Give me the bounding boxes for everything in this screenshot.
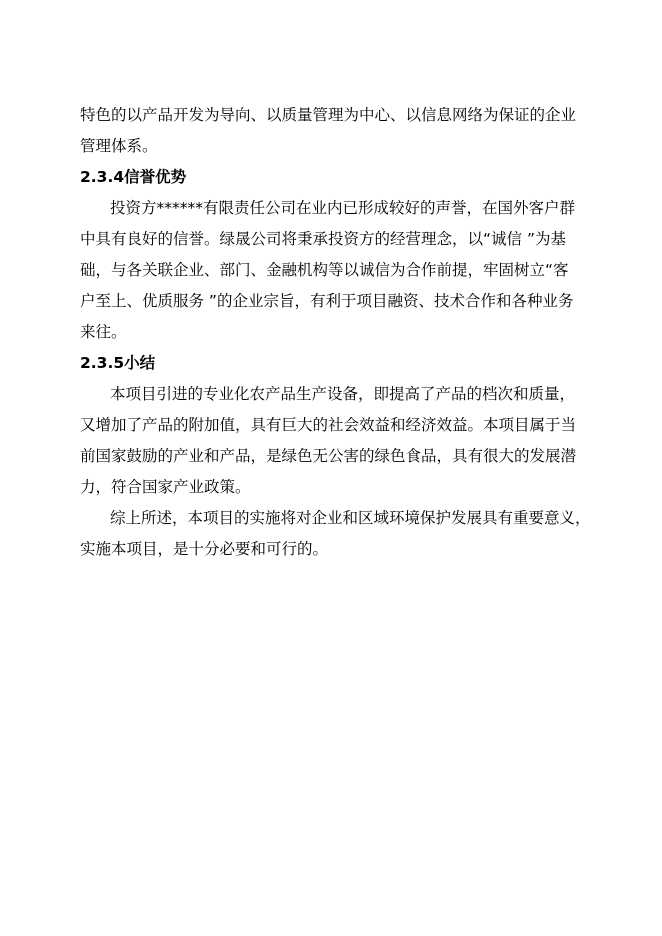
text-line: 力，符合国家产业政策。 — [80, 478, 251, 496]
text-line: 管理体系。 — [80, 137, 158, 155]
text-line: 又增加了产品的附加值，具有巨大的社会效益和经济效益。本项目属于当 — [80, 416, 577, 434]
text-line: 实施本项目，是十分必要和可行的。 — [80, 540, 329, 558]
text-line: 户至上、优质服务 ”的企业宗旨，有利于项目融资、技术合作和各种业务 — [80, 292, 574, 310]
text-line: 前国家鼓励的产业和产品，是绿色无公害的绿色食品，具有很大的发展潜 — [80, 447, 577, 465]
text-line: 本项目引进的专业化农产品生产设备，即提高了产品的档次和质量， — [110, 385, 576, 403]
document-body — [80, 100, 591, 565]
text-line: 来往。 — [80, 323, 127, 341]
text-line: 础，与各关联企业、部门、金融机构等以诚信为合作前提，牢固树立“客 — [80, 261, 569, 279]
text-line: 中具有良好的信誉。绿晟公司将秉承投资方的经营理念，以“诚信 ”为基 — [80, 230, 566, 248]
text-line: 投资方******有限责任公司在业内已形成较好的声誉，在国外客户群 — [110, 199, 576, 217]
section-heading: 2.3.4信誉优势 — [80, 168, 187, 186]
text-line: 特色的以产品开发为导向、以质量管理为中心、以信息网络为保证的企业 — [80, 106, 577, 124]
section-heading: 2.3.5小结 — [80, 354, 156, 372]
text-line: 综上所述，本项目的实施将对企业和区域环境保护发展具有重要意义， — [110, 509, 591, 527]
